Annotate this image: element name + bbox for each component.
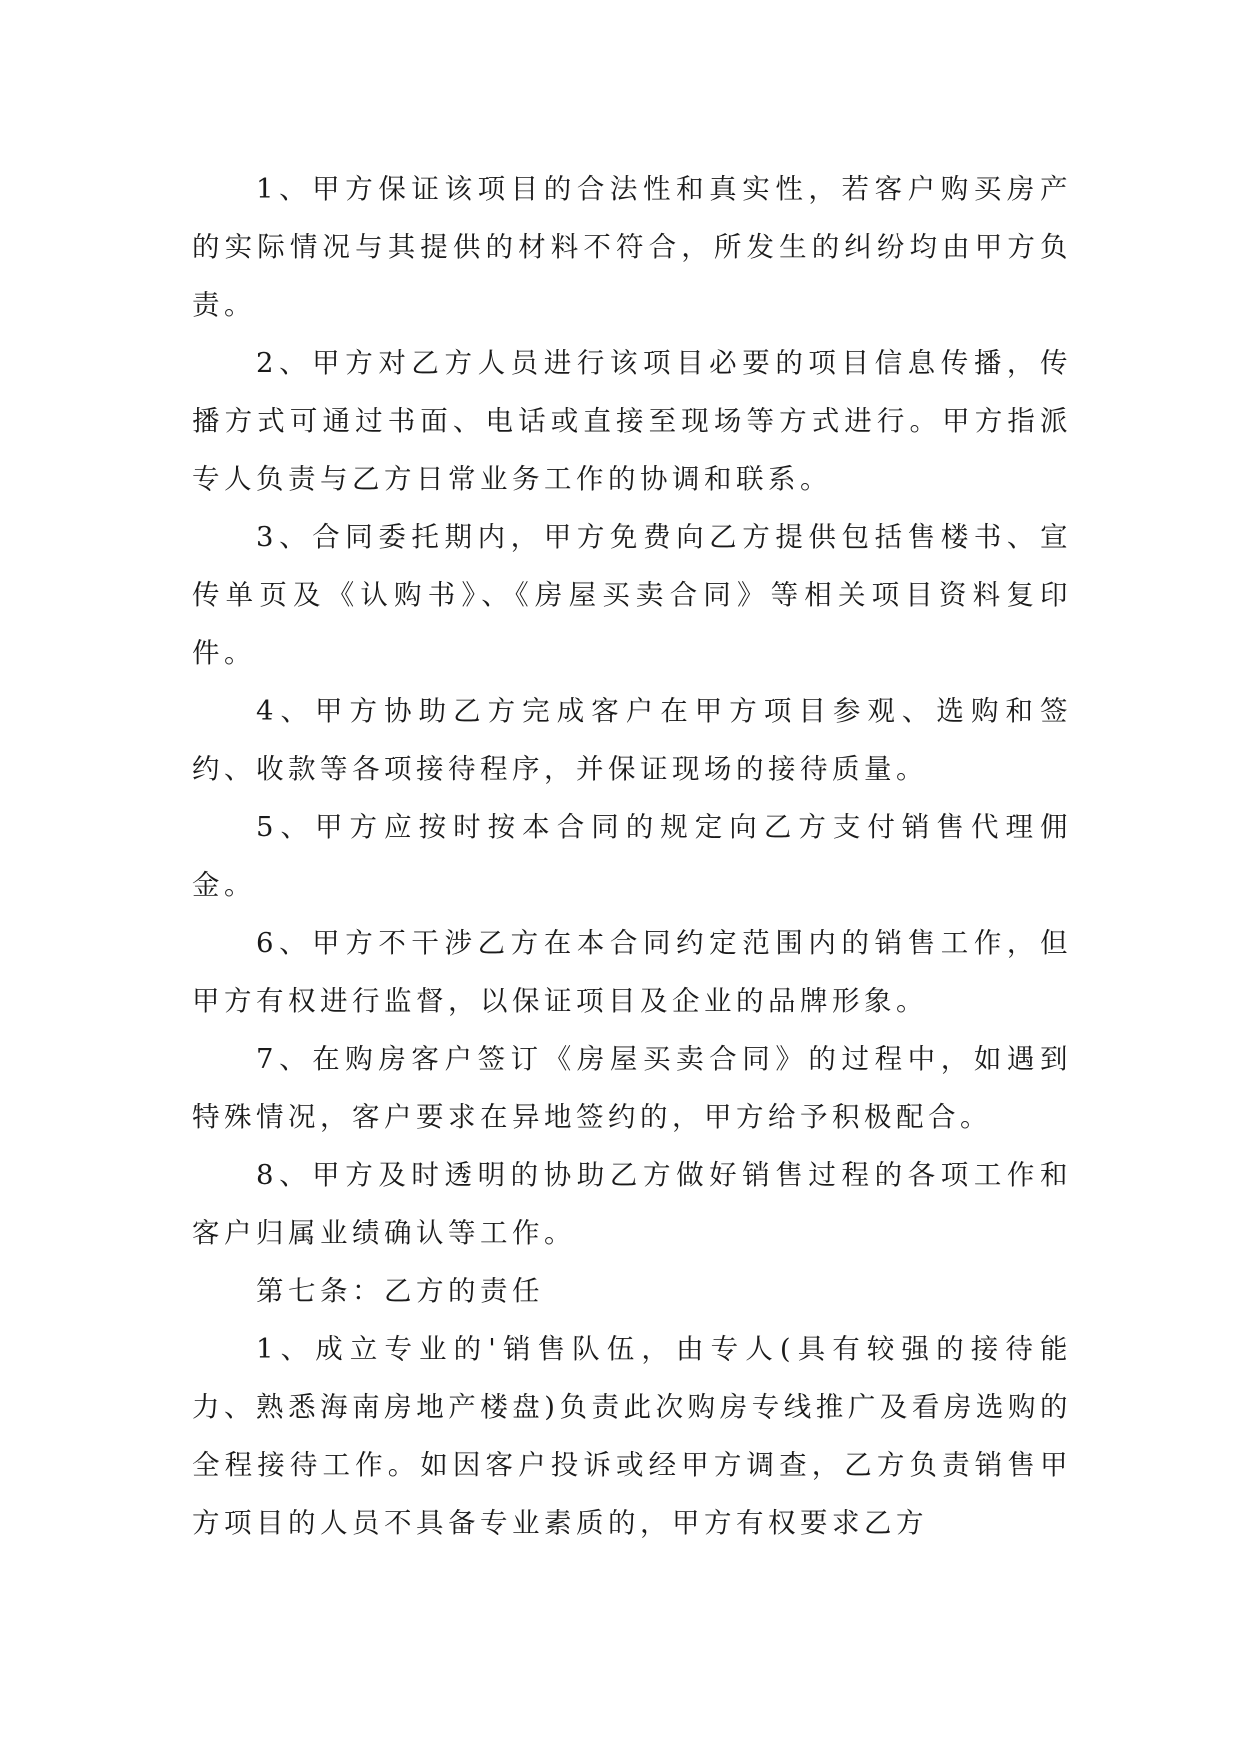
clause-paragraph: 5、甲方应按时按本合同的规定向乙方支付销售代理佣金。 bbox=[192, 811, 1072, 901]
document-body bbox=[192, 160, 1072, 1552]
clause-paragraph: 3、合同委托期内，甲方免费向乙方提供包括售楼书、宣传单页及《认购书》、《房屋买卖合同》等相关项目资料复印件。 bbox=[192, 521, 1072, 669]
clause-paragraph: 7、在购房客户签订《房屋买卖合同》的过程中，如遇到特殊情况，客户要求在异地签约的，甲方给予积极配合。 bbox=[192, 1043, 1072, 1133]
clause-paragraph: 8、甲方及时透明的协助乙方做好销售过程的各项工作和客户归属业绩确认等工作。 bbox=[192, 1159, 1072, 1249]
article-heading: 第七条：乙方的责任 bbox=[256, 1275, 544, 1307]
clause-paragraph: 1、甲方保证该项目的合法性和真实性，若客户购买房产的实际情况与其提供的材料不符合，所发生的纠纷均由甲方负责。 bbox=[192, 173, 1072, 321]
clause-paragraph: 4、甲方协助乙方完成客户在甲方项目参观、选购和签约、收款等各项接待程序，并保证现场的接待质量。 bbox=[192, 695, 1072, 785]
clause-paragraph: 6、甲方不干涉乙方在本合同约定范围内的销售工作，但甲方有权进行监督，以保证项目及企业的品牌形象。 bbox=[192, 927, 1072, 1017]
clause-paragraph: 2、甲方对乙方人员进行该项目必要的项目信息传播，传播方式可通过书面、电话或直接至现场等方式进行。甲方指派专人负责与乙方日常业务工作的协调和联系。 bbox=[192, 347, 1072, 495]
clause-paragraph: 1、成立专业的'销售队伍，由专人(具有较强的接待能力、熟悉海南房地产楼盘)负责此次购房专线推广及看房选购的全程接待工作。如因客户投诉或经甲方调查，乙方负责销售甲方项目的人员不具备专业素质的，甲方有权要求乙方 bbox=[192, 1333, 1072, 1539]
